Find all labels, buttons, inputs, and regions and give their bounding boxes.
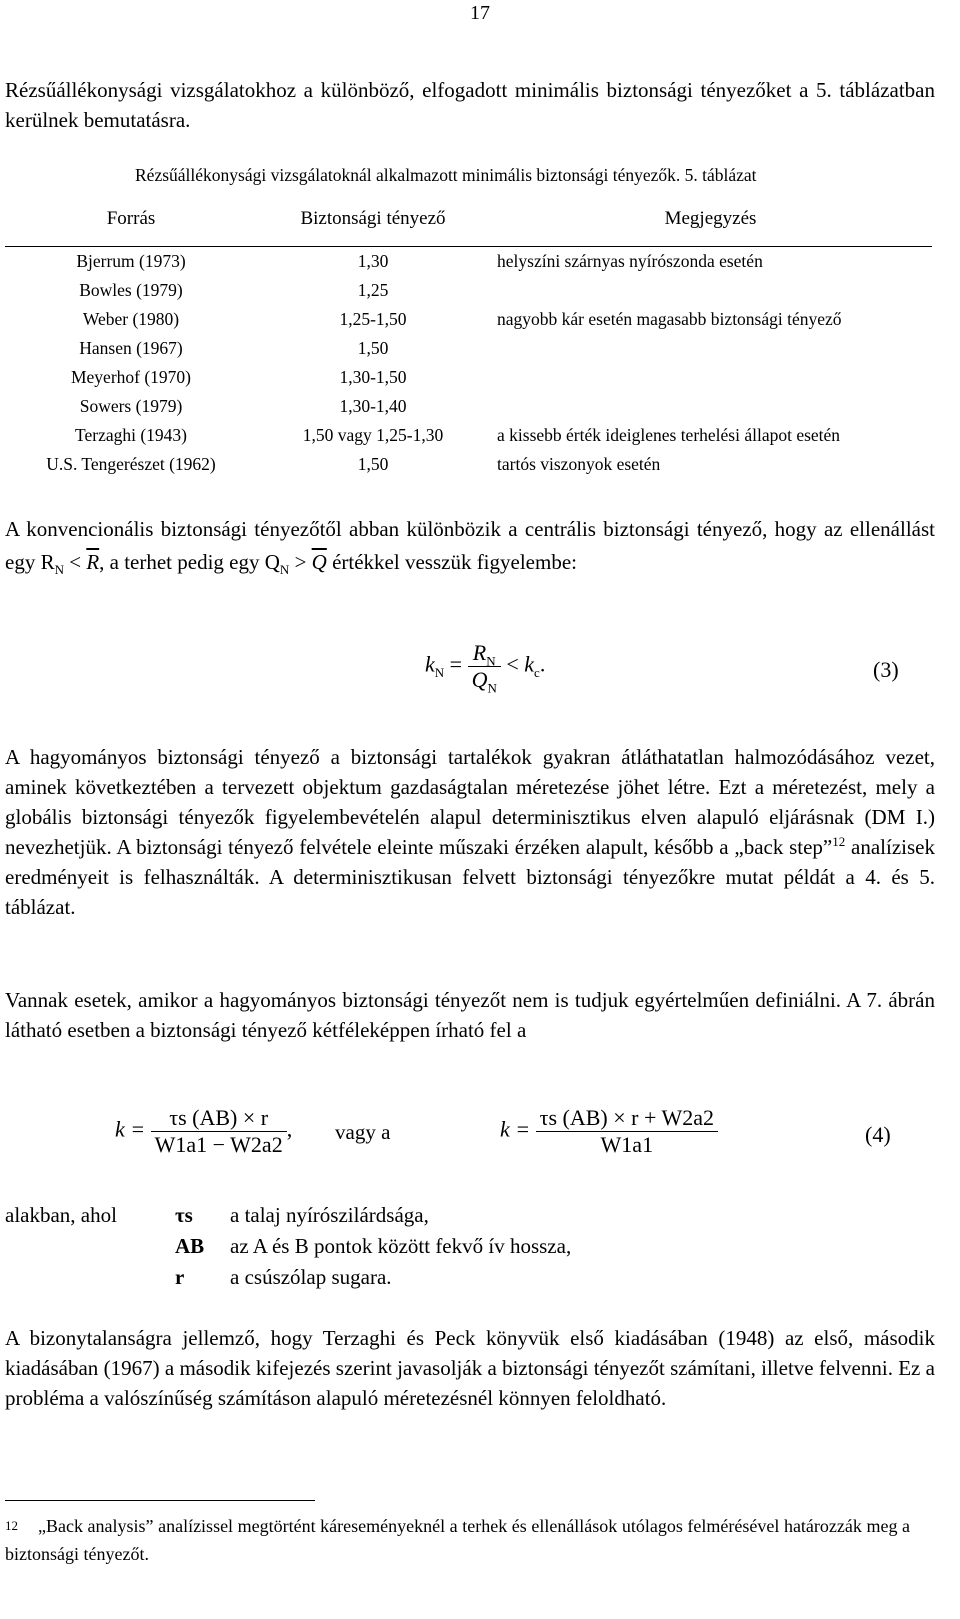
page-number: 17 bbox=[470, 2, 490, 24]
cell-note: helyszíni szárnyas nyírószonda esetén bbox=[497, 251, 763, 271]
operator: < bbox=[63, 550, 87, 574]
table-row bbox=[5, 392, 932, 421]
footnote-text: „Back analysis” analízissel megtörtént káreseményeknél a terhek és ellenállások utólagos felmérésével határozzák meg a biztonsági tényezőt. bbox=[5, 1516, 910, 1564]
numerator: τs (AB) × r bbox=[151, 1105, 287, 1132]
cell-source: Hansen (1967) bbox=[79, 338, 183, 358]
quoted-term: „back step” bbox=[734, 835, 833, 859]
definition-lead: alakban, ahol bbox=[5, 1203, 117, 1227]
subscript: N bbox=[434, 664, 445, 680]
cell-note bbox=[489, 334, 932, 363]
equation-or-text: vagy a bbox=[335, 1120, 391, 1144]
operator: < bbox=[506, 651, 525, 677]
equation-number: (4) bbox=[865, 1122, 891, 1147]
table-caption: Rézsűállékonysági vizsgálatoknál alkalmazott minimális biztonsági tényezők. 5. táblázat bbox=[135, 165, 757, 185]
table-row bbox=[5, 276, 932, 305]
cell-source: U.S. Tengerészet (1962) bbox=[46, 454, 216, 474]
traditional-factor-paragraph bbox=[5, 742, 935, 922]
definition-row bbox=[5, 1200, 905, 1230]
cell-source: Meyerhof (1970) bbox=[70, 367, 192, 387]
numerator: τs (AB) × r + W2a2 bbox=[536, 1105, 718, 1132]
cell-factor: 1,50 vagy 1,25-1,30 bbox=[302, 425, 444, 445]
text: értékkel vesszük figyelembe: bbox=[326, 550, 577, 574]
cell-note: a kissebb érték ideiglenes terhelési állapot esetén bbox=[497, 425, 841, 445]
fraction bbox=[536, 1105, 718, 1158]
table-row bbox=[5, 247, 932, 277]
period: . bbox=[539, 651, 546, 677]
definition-text: a talaj nyírószilárdsága, bbox=[230, 1203, 429, 1227]
cell-note: nagyobb kár esetén magasabb biztonsági tényező bbox=[497, 309, 842, 329]
definition-symbol: τs bbox=[175, 1203, 193, 1227]
cell-note bbox=[489, 363, 932, 392]
eq-symbol: k = bbox=[500, 1116, 531, 1142]
cell-source: Weber (1980) bbox=[82, 309, 180, 329]
footnote-mark: 12 bbox=[5, 1518, 18, 1533]
cell-note bbox=[489, 276, 932, 305]
text: A hagyományos biztonsági tényező a biztonsági tartalékok gyakran átláthatatlan halmozódásához vezet, aminek következtében a tervezett objektum gazdaságtalan méretezése jöhet létre. Ezt a méretezést, mely a globális biztonsági tényezők figyelembevételén alapul determinisztikus elven alapuló eljárásnak (DM I.) nevezhetjük. A biztonsági tényező felvétele eleinte műszaki érzéken alapult, később a bbox=[5, 745, 935, 859]
equation-4a bbox=[115, 1105, 292, 1158]
cell-source: Terzaghi (1943) bbox=[75, 425, 187, 445]
q-bar-symbol: $\overline{Q}$ bbox=[311, 550, 327, 574]
cell-factor: 1,50 bbox=[357, 338, 389, 358]
table-row bbox=[5, 305, 932, 334]
comma: , bbox=[286, 1116, 293, 1142]
cell-factor: 1,50 bbox=[357, 454, 389, 474]
intro-paragraph: Rézsűállékonysági vizsgálatokhoz a különböző, elfogadott minimális biztonsági tényezőket a 5. táblázatban kerülnek bemutatásra. bbox=[5, 78, 935, 132]
operator: = bbox=[444, 651, 468, 677]
table-row bbox=[5, 334, 932, 363]
definition-symbol: r bbox=[175, 1265, 185, 1289]
uncertainty-paragraph: A bizonytalanságra jellemző, hogy Terzaghi és Peck könyvük első kiadásában (1948) az első, második kiadásában (1967) a második kifejezés szerint javasolják a biztonsági tényezőt számítani, illetve felvenni. Ez a probléma a valószínűség számításon alapuló méretezésnél könnyen feloldható. bbox=[5, 1326, 935, 1410]
central-factor-paragraph bbox=[5, 513, 935, 579]
equation-3 bbox=[425, 640, 546, 696]
subscript: c bbox=[534, 664, 540, 680]
header-note: Megjegyzés bbox=[489, 192, 932, 247]
definition-symbol: AB bbox=[175, 1234, 205, 1258]
denominator: $Q_N$ bbox=[471, 667, 497, 696]
cell-note: tartós viszonyok esetén bbox=[497, 454, 661, 474]
eq-symbol: k bbox=[524, 651, 535, 677]
cell-source: Sowers (1979) bbox=[79, 396, 183, 416]
denominator: W1a1 − W2a2 bbox=[154, 1132, 283, 1157]
definition-text: a csúszólap sugara. bbox=[230, 1265, 392, 1289]
cell-note bbox=[489, 392, 932, 421]
numerator: $R_N$ bbox=[468, 640, 501, 667]
cell-source: Bowles (1979) bbox=[79, 280, 183, 300]
cell-factor: 1,25-1,50 bbox=[339, 309, 407, 329]
safety-factor-table bbox=[5, 192, 932, 479]
denominator: W1a1 bbox=[600, 1132, 654, 1157]
fraction bbox=[468, 640, 501, 696]
footnote-divider bbox=[5, 1500, 315, 1501]
definition-text: az A és B pontok között fekvő ív hossza, bbox=[230, 1234, 572, 1258]
cell-factor: 1,30-1,50 bbox=[339, 367, 407, 387]
cell-factor: 1,30 bbox=[357, 251, 389, 271]
operator: > bbox=[289, 550, 312, 574]
text: analízisek eredményeit is felhasználták. A determinisztikusan felvett biztonsági tényezőkre mutat példát a 4. és 5. táblázat. bbox=[5, 835, 935, 919]
text: A konvencionális biztonsági tényezőtől abban különbözik a centrális biztonsági tényező, hogy az ellenállást egy R bbox=[5, 517, 935, 574]
subscript: N bbox=[279, 562, 290, 578]
header-source: Forrás bbox=[5, 192, 257, 247]
footnote-ref: 12 bbox=[832, 834, 846, 849]
cell-factor: 1,30-1,40 bbox=[339, 396, 407, 416]
eq-symbol: k = bbox=[115, 1116, 146, 1142]
cell-source: Bjerrum (1973) bbox=[76, 251, 186, 271]
definition-paragraph: Vannak esetek, amikor a hagyományos biztonsági tényezőt nem is tudjuk egyértelműen definiálni. A 7. ábrán látható esetben a biztonsági tényező kétféleképpen írható fel a bbox=[5, 988, 935, 1042]
table-row bbox=[5, 421, 932, 450]
table-row bbox=[5, 363, 932, 392]
equation-number: (3) bbox=[873, 657, 899, 682]
eq-symbol: k bbox=[425, 651, 435, 677]
table-header-row bbox=[5, 192, 932, 247]
r-bar-symbol: $\overline{R}$ bbox=[86, 550, 100, 574]
text: , a terhet pedig egy Q bbox=[99, 550, 280, 574]
header-factor: Biztonsági tényező bbox=[257, 192, 489, 247]
fraction bbox=[151, 1105, 287, 1158]
cell-factor: 1,25 bbox=[357, 280, 389, 300]
equation-4b bbox=[500, 1105, 718, 1158]
footnote bbox=[5, 1512, 910, 1568]
table-row bbox=[5, 450, 932, 479]
subscript: N bbox=[54, 562, 64, 578]
